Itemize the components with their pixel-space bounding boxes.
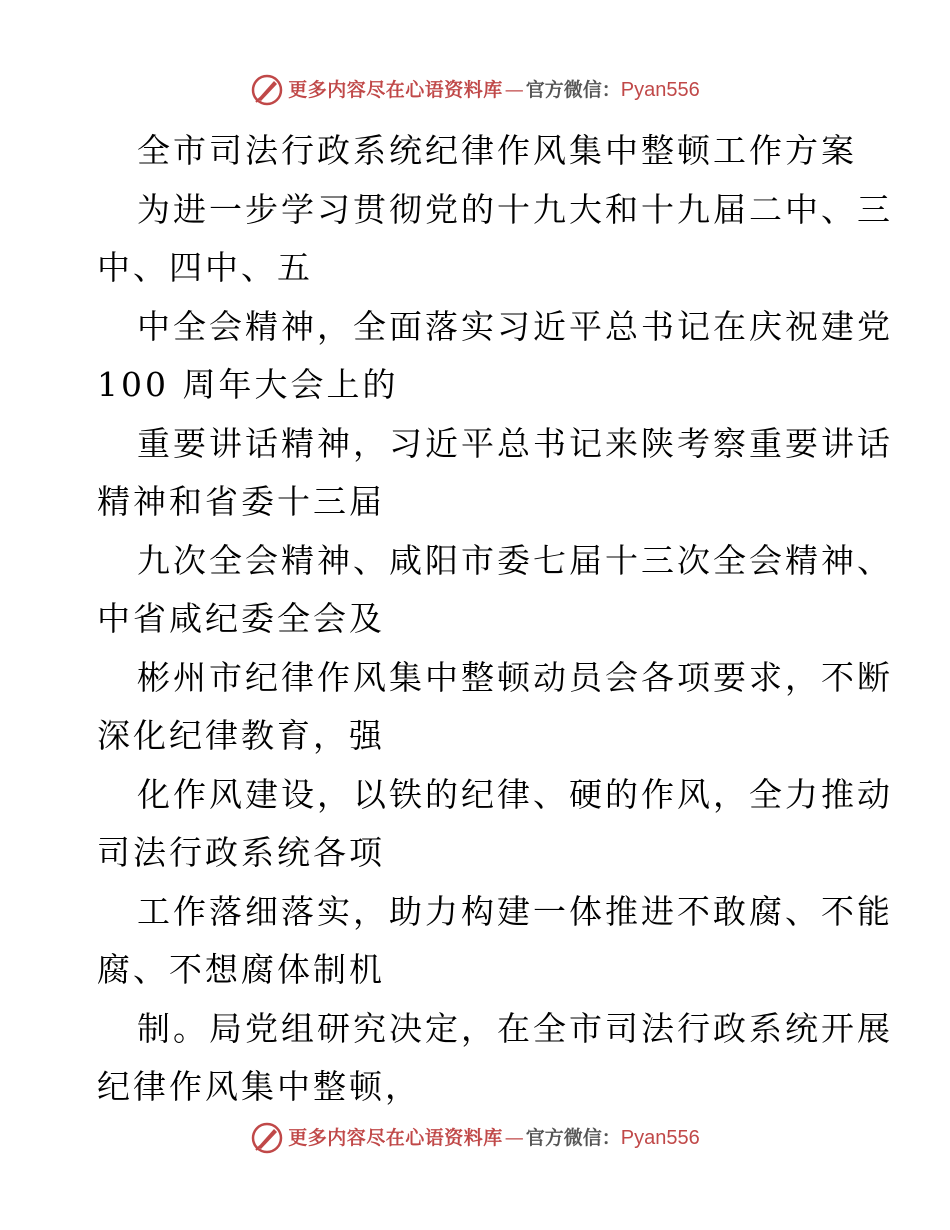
- banner-wechat-id: Pyan556: [620, 79, 700, 101]
- paragraph-line: 中全会精神，全面落实习近平总书记在庆祝建党: [137, 306, 893, 346]
- paragraph-line: 为进一步学习贯彻党的十九大和十九届二中、三: [137, 189, 893, 229]
- paragraph-line: 化作风建设，以铁的纪律、硬的作风，全力推动: [137, 774, 893, 814]
- footer-banner: [0, 1118, 950, 1158]
- paragraph-line: 纪律作风集中整顿，: [97, 1067, 421, 1106]
- paragraph-line: 中、四中、五: [97, 248, 313, 287]
- banner-text: 更多内容尽在心语资料库: [288, 1126, 503, 1149]
- paragraph-line: 九次全会精神、咸阳市委七届十三次全会精神、: [137, 540, 893, 580]
- banner-wechat-id: Pyan556: [620, 1127, 700, 1149]
- paragraph-line: 深化纪律教育，强: [97, 716, 385, 755]
- banner-text: 更多内容尽在心语资料库: [288, 78, 503, 101]
- paragraph-line: 制。局党组研究决定，在全市司法行政系统开展: [137, 1008, 893, 1048]
- header-banner: [0, 70, 950, 110]
- paragraph-line: 腐、不想腐体制机: [97, 950, 385, 989]
- paragraph-line: 100 周年大会上的: [97, 365, 399, 404]
- banner-separator: —: [504, 78, 524, 101]
- banner-wechat-label: 官方微信：: [525, 1126, 621, 1149]
- quill-pen-logo-icon: [250, 1121, 284, 1155]
- document-title: 全市司法行政系统纪律作风集中整顿工作方案: [137, 131, 857, 170]
- paragraph-line: 重要讲话精神，习近平总书记来陕考察重要讲话: [137, 423, 893, 463]
- quill-pen-logo-icon: [250, 73, 284, 107]
- paragraph-line: 中省咸纪委全会及: [97, 599, 385, 638]
- banner-wechat-label: 官方微信：: [525, 78, 621, 101]
- document-body: [97, 122, 893, 1117]
- paragraph-line: 精神和省委十三届: [97, 482, 385, 521]
- paragraph-line: 工作落细落实，助力构建一体推进不敢腐、不能: [137, 891, 893, 931]
- banner-separator: —: [504, 1126, 524, 1149]
- paragraph-line: 彬州市纪律作风集中整顿动员会各项要求，不断: [137, 657, 893, 697]
- paragraph-line: 司法行政系统各项: [97, 833, 385, 872]
